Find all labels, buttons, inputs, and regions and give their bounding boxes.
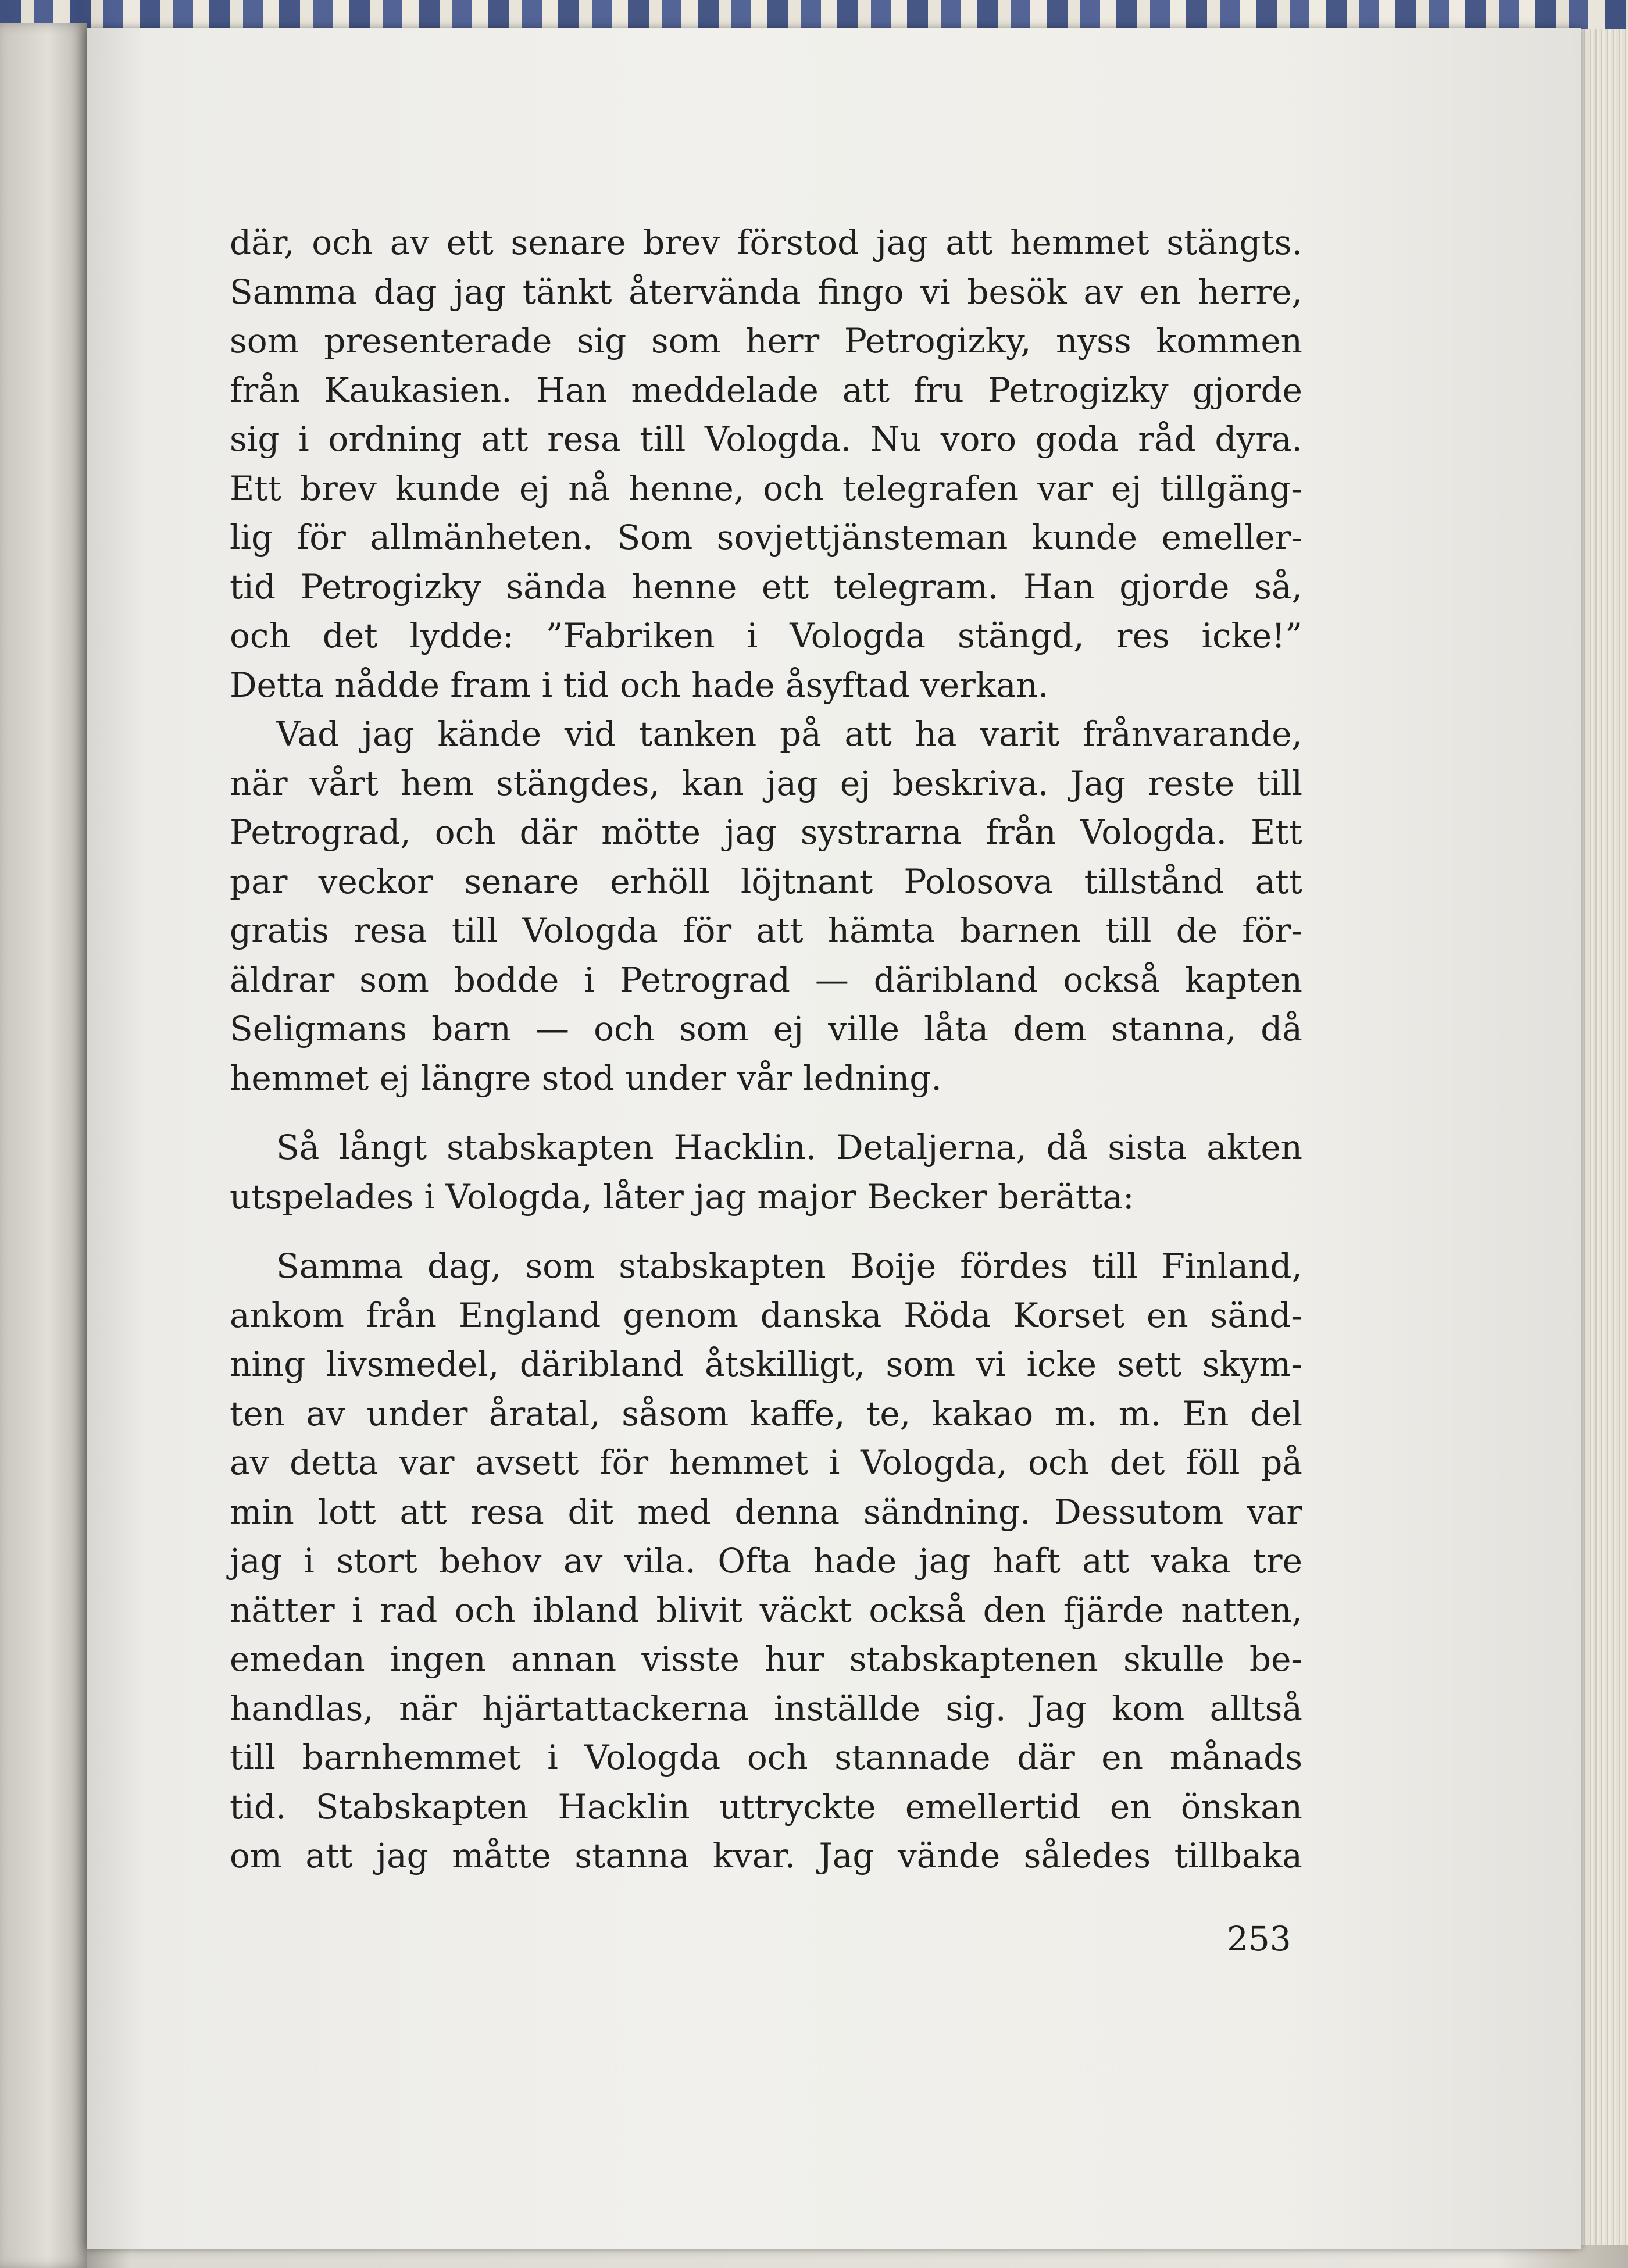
page-number: 253 bbox=[1227, 1919, 1291, 1959]
paragraph bbox=[230, 709, 1302, 1103]
text-line: Samma dag jag tänkt återvända fingo vi besök av en herre, bbox=[230, 272, 1302, 312]
text-line: ten av under åratal, såsom kaffe, te, kakao m. m. En del bbox=[230, 1393, 1302, 1433]
text-line: till barnhemmet i Vologda och stannade där en månads bbox=[230, 1738, 1302, 1777]
section-gap bbox=[230, 1103, 1302, 1123]
text-line: äldrar som bodde i Petrograd — däribland också kapten bbox=[230, 960, 1302, 1000]
text-line: par veckor senare erhöll löjtnant Polosova tillstånd att bbox=[230, 861, 1302, 901]
text-line: tid. Stabskapten Hacklin uttryckte emellertid en önskan bbox=[230, 1786, 1302, 1827]
text-line: gratis resa till Vologda för att hämta barnen till de för- bbox=[230, 911, 1302, 950]
text-line: och det lydde: ”Fabriken i Vologda stängd, res icke!” bbox=[230, 616, 1302, 655]
text-line: jag i stort behov av vila. Ofta hade jag haft att vaka tre bbox=[230, 1541, 1302, 1581]
text-line: sig i ordning att resa till Vologda. Nu voro goda råd dyra. bbox=[230, 419, 1302, 459]
text-line: min lott att resa dit med denna sändning. Dessutom var bbox=[230, 1492, 1302, 1532]
text-line: Vad jag kände vid tanken på att ha varit frånvarande, bbox=[276, 714, 1302, 754]
text-line: ankom från England genom danska Röda Korset en sänd- bbox=[230, 1295, 1302, 1335]
text-line: av detta var avsett för hemmet i Vologda, och det föll på bbox=[230, 1443, 1302, 1482]
text-line: när vårt hem stängdes, kan jag ej beskriva. Jag reste till bbox=[230, 763, 1302, 803]
text-line: hemmet ej längre stod under vår ledning. bbox=[230, 1058, 942, 1098]
text-line: Samma dag, som stabskapten Boije fördes till Finland, bbox=[276, 1246, 1302, 1286]
section-gap bbox=[230, 1221, 1302, 1242]
text-line: Så långt stabskapten Hacklin. Detaljerna, då sista akten bbox=[276, 1128, 1302, 1167]
paragraph bbox=[230, 1123, 1302, 1221]
text-line: handlas, när hjärtattackerna inställde sig. Jag kom alltså bbox=[230, 1688, 1302, 1728]
page-text bbox=[230, 218, 1302, 1881]
text-line: emedan ingen annan visste hur stabskaptenen skulle be- bbox=[230, 1639, 1302, 1679]
text-line: lig för allmänheten. Som sovjettjänsteman kunde emeller- bbox=[230, 518, 1302, 557]
right-page-stack bbox=[1576, 29, 1628, 2245]
paragraph bbox=[230, 218, 1302, 709]
text-line: nätter i rad och ibland blivit väckt också den fjärde natten, bbox=[230, 1590, 1302, 1630]
cloth-background bbox=[0, 0, 1628, 32]
text-line: Detta nådde fram i tid och hade åsyftad verkan. bbox=[230, 665, 1049, 705]
text-line: ning livsmedel, däribland åtskilligt, som vi icke sett skym- bbox=[230, 1345, 1302, 1384]
paragraph bbox=[230, 1242, 1302, 1881]
text-line: Ett brev kunde ej nå henne, och telegrafen var ej tillgäng- bbox=[230, 468, 1302, 508]
text-line: tid Petrogizky sända henne ett telegram. Han gjorde så, bbox=[230, 566, 1302, 607]
text-line: där, och av ett senare brev förstod jag att hemmet stängts. bbox=[230, 223, 1302, 262]
text-line: från Kaukasien. Han meddelade att fru Petrogizky gjorde bbox=[230, 370, 1302, 410]
left-page-edge bbox=[0, 23, 87, 2268]
text-line: utspelades i Vologda, låter jag major Becker berätta: bbox=[230, 1176, 1134, 1217]
text-line: Petrograd, och där mötte jag systrarna från Vologda. Ett bbox=[230, 812, 1302, 852]
text-line: Seligmans barn — och som ej ville låta dem stanna, då bbox=[230, 1009, 1302, 1049]
text-line: som presenterade sig som herr Petrogizky, nyss kommen bbox=[230, 321, 1302, 361]
text-line: om att jag måtte stanna kvar. Jag vände således tillbaka bbox=[230, 1836, 1302, 1875]
